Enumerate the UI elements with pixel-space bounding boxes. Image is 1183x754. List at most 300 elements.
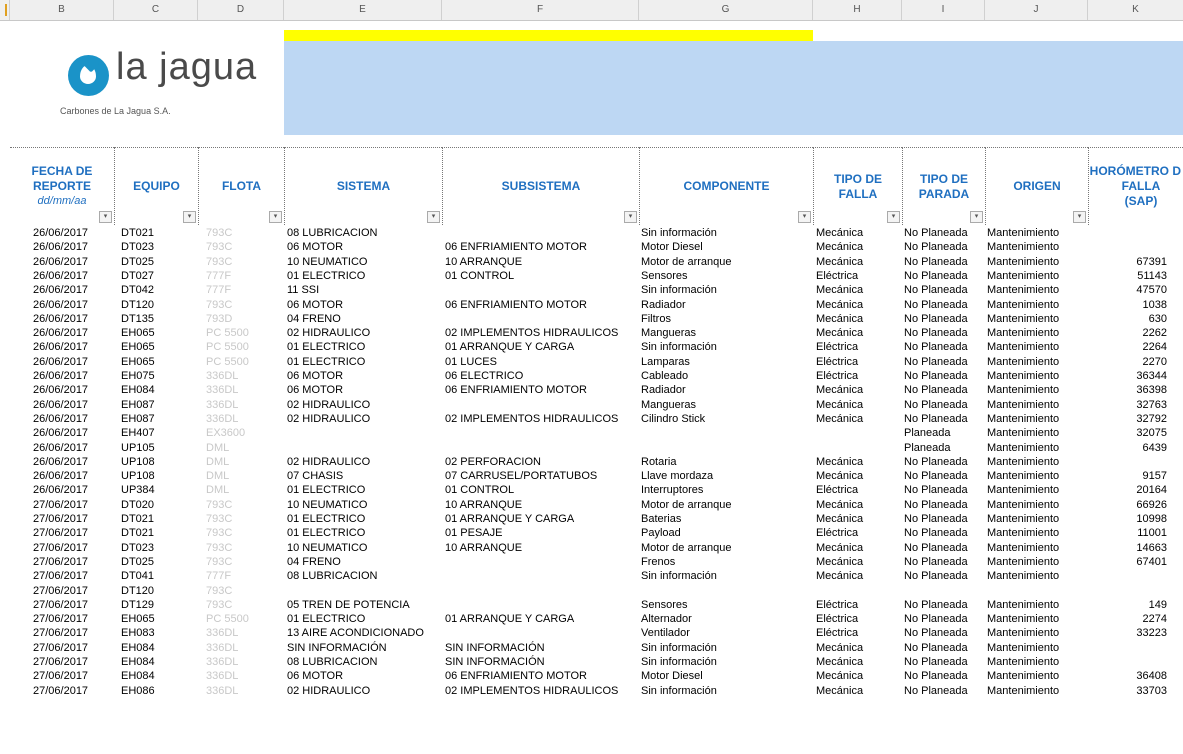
cell-sistema[interactable]: 10 NEUMATICO	[287, 541, 368, 554]
cell-tipo-falla[interactable]: Mecánica	[816, 470, 864, 483]
table-row[interactable]	[0, 426, 1183, 440]
cell-componente[interactable]: Motor Diesel	[641, 670, 703, 683]
cell-subsistema[interactable]: 06 ENFRIAMIENTO MOTOR	[445, 670, 588, 683]
cell-sistema[interactable]: 08 LUBRICACION	[287, 656, 378, 668]
cell-fecha[interactable]: 26/06/2017	[33, 341, 89, 354]
cell-subsistema[interactable]: 02 IMPLEMENTOS HIDRAULICOS	[445, 327, 619, 340]
cell-componente[interactable]: Llave mordaza	[641, 470, 714, 483]
table-row[interactable]	[0, 598, 1183, 612]
cell-componente[interactable]: Sin información	[641, 341, 717, 354]
cell-tipo-falla[interactable]: Eléctrica	[816, 269, 859, 282]
cell-origen[interactable]: Mantenimiento	[987, 613, 1060, 626]
cell-tipo-falla[interactable]: Mecánica	[816, 670, 864, 683]
cell-tipo-falla[interactable]: Mecánica	[816, 541, 864, 554]
cell-fecha[interactable]: 27/06/2017	[33, 656, 89, 668]
table-row[interactable]	[0, 398, 1183, 412]
cell-componente[interactable]: Radiador	[641, 298, 686, 311]
cell-fecha[interactable]: 26/06/2017	[33, 312, 89, 325]
cell-horometro[interactable]: 67391	[1136, 255, 1167, 268]
cell-fecha[interactable]: 26/06/2017	[33, 412, 89, 425]
cell-subsistema[interactable]: 01 ARRANQUE Y CARGA	[445, 341, 575, 354]
cell-equipo[interactable]: DT021	[121, 227, 155, 239]
cell-flota[interactable]: 793C	[206, 255, 233, 268]
cell-sistema[interactable]: 01 ELECTRICO	[287, 613, 366, 626]
column-letter-h[interactable]: H	[813, 0, 902, 20]
cell-sistema[interactable]: 01 ELECTRICO	[287, 341, 366, 354]
cell-sistema[interactable]: 10 NEUMATICO	[287, 255, 368, 268]
cell-componente[interactable]: Rotaria	[641, 455, 677, 468]
cell-origen[interactable]: Mantenimiento	[987, 670, 1060, 683]
cell-equipo[interactable]: DT027	[121, 269, 155, 282]
cell-fecha[interactable]: 27/06/2017	[33, 613, 89, 626]
table-row[interactable]	[0, 340, 1183, 354]
cell-flota[interactable]: DML	[206, 470, 230, 483]
cell-fecha[interactable]: 26/06/2017	[33, 284, 89, 297]
cell-componente[interactable]: Ventilador	[641, 627, 690, 640]
cell-flota[interactable]: 336DL	[206, 412, 239, 425]
cell-equipo[interactable]: EH084	[121, 670, 155, 683]
cell-horometro[interactable]: 32792	[1136, 412, 1167, 425]
cell-origen[interactable]: Mantenimiento	[987, 656, 1060, 668]
cell-flota[interactable]: 336DL	[206, 370, 239, 382]
cell-fecha[interactable]: 26/06/2017	[33, 470, 89, 483]
cell-tipo-falla[interactable]: Mecánica	[816, 555, 864, 568]
header-origen[interactable]	[985, 147, 1088, 225]
cell-horometro[interactable]: 36398	[1136, 384, 1167, 397]
cell-tipo-falla[interactable]: Eléctrica	[816, 355, 859, 368]
cell-tipo-falla[interactable]: Eléctrica	[816, 613, 859, 626]
cell-componente[interactable]: Filtros	[641, 312, 671, 325]
cell-tipo-parada[interactable]: No Planeada	[904, 484, 968, 497]
table-row[interactable]	[0, 269, 1183, 283]
cell-equipo[interactable]: DT120	[121, 584, 155, 597]
cell-tipo-falla[interactable]: Mecánica	[816, 384, 864, 397]
column-letter-f[interactable]: F	[442, 0, 639, 20]
filter-dropdown-icon[interactable]: ▾	[183, 211, 196, 223]
cell-subsistema[interactable]: 02 IMPLEMENTOS HIDRAULICOS	[445, 684, 619, 697]
cell-origen[interactable]: Mantenimiento	[987, 598, 1060, 611]
cell-tipo-falla[interactable]: Mecánica	[816, 398, 864, 411]
table-row[interactable]	[0, 255, 1183, 269]
cell-origen[interactable]: Mantenimiento	[987, 527, 1060, 540]
cell-equipo[interactable]: EH075	[121, 370, 155, 382]
cell-sistema[interactable]: 07 CHASIS	[287, 470, 344, 483]
cell-sistema[interactable]: SIN INFORMACIÓN	[287, 641, 387, 654]
cell-subsistema[interactable]: 10 ARRANQUE	[445, 255, 523, 268]
table-row[interactable]	[0, 526, 1183, 540]
cell-flota[interactable]: 793C	[206, 555, 233, 568]
cell-origen[interactable]: Mantenimiento	[987, 227, 1060, 239]
cell-horometro[interactable]: 2262	[1142, 327, 1167, 340]
cell-subsistema[interactable]: 06 ENFRIAMIENTO MOTOR	[445, 384, 588, 397]
cell-flota[interactable]: 793C	[206, 541, 233, 554]
cell-tipo-parada[interactable]: No Planeada	[904, 255, 968, 268]
cell-origen[interactable]: Mantenimiento	[987, 327, 1060, 340]
cell-tipo-falla[interactable]: Mecánica	[816, 513, 864, 525]
cell-equipo[interactable]: EH065	[121, 355, 155, 368]
cell-flota[interactable]: 793C	[206, 227, 233, 239]
cell-subsistema[interactable]: 01 ARRANQUE Y CARGA	[445, 613, 575, 626]
cell-equipo[interactable]: EH086	[121, 684, 155, 697]
cell-flota[interactable]: 777F	[206, 570, 232, 583]
cell-tipo-parada[interactable]: No Planeada	[904, 412, 968, 425]
cell-fecha[interactable]: 27/06/2017	[33, 555, 89, 568]
cell-origen[interactable]: Mantenimiento	[987, 555, 1060, 568]
cell-sistema[interactable]: 01 ELECTRICO	[287, 484, 366, 497]
cell-componente[interactable]: Motor Diesel	[641, 241, 703, 254]
cell-horometro[interactable]: 33223	[1136, 627, 1167, 640]
cell-origen[interactable]: Mantenimiento	[987, 684, 1060, 697]
cell-flota[interactable]: 336DL	[206, 670, 239, 683]
cell-flota[interactable]: 793C	[206, 498, 233, 511]
cell-tipo-parada[interactable]: No Planeada	[904, 513, 968, 525]
cell-horometro[interactable]: 149	[1148, 598, 1167, 611]
cell-equipo[interactable]: EH084	[121, 656, 155, 668]
cell-flota[interactable]: 336DL	[206, 384, 239, 397]
cell-flota[interactable]: DML	[206, 441, 230, 454]
cell-tipo-falla[interactable]: Mecánica	[816, 570, 864, 583]
cell-equipo[interactable]: UP105	[121, 441, 155, 454]
cell-flota[interactable]: 336DL	[206, 627, 239, 640]
cell-sistema[interactable]: 06 MOTOR	[287, 298, 344, 311]
cell-equipo[interactable]: DT020	[121, 498, 155, 511]
cell-flota[interactable]: 336DL	[206, 398, 239, 411]
cell-equipo[interactable]: DT025	[121, 255, 155, 268]
cell-tipo-falla[interactable]: Mecánica	[816, 227, 864, 239]
table-row[interactable]	[0, 383, 1183, 397]
cell-tipo-falla[interactable]: Mecánica	[816, 284, 864, 297]
cell-equipo[interactable]: DT120	[121, 298, 155, 311]
column-letter-j[interactable]: J	[985, 0, 1088, 20]
column-letter-k[interactable]: K	[1132, 4, 1139, 15]
cell-flota[interactable]: 336DL	[206, 641, 239, 654]
cell-subsistema[interactable]: 06 ENFRIAMIENTO MOTOR	[445, 298, 588, 311]
cell-tipo-parada[interactable]: No Planeada	[904, 498, 968, 511]
cell-horometro[interactable]: 14663	[1136, 541, 1167, 554]
cell-flota[interactable]: 793C	[206, 598, 233, 611]
cell-flota[interactable]: 793C	[206, 513, 233, 525]
table-row[interactable]	[0, 298, 1183, 312]
cell-fecha[interactable]: 27/06/2017	[33, 684, 89, 697]
cell-sistema[interactable]: 04 FRENO	[287, 312, 341, 325]
cell-sistema[interactable]: 01 ELECTRICO	[287, 513, 366, 525]
cell-fecha[interactable]: 27/06/2017	[33, 498, 89, 511]
table-row[interactable]	[0, 240, 1183, 254]
table-row[interactable]	[0, 498, 1183, 512]
filter-dropdown-icon[interactable]: ▾	[887, 211, 900, 223]
cell-componente[interactable]: Sin información	[641, 227, 717, 239]
cell-sistema[interactable]: 05 TREN DE POTENCIA	[287, 598, 410, 611]
table-row[interactable]	[0, 441, 1183, 455]
cell-origen[interactable]: Mantenimiento	[987, 541, 1060, 554]
cell-tipo-falla[interactable]: Mecánica	[816, 641, 864, 654]
cell-tipo-parada[interactable]: No Planeada	[904, 555, 968, 568]
cell-tipo-parada[interactable]: No Planeada	[904, 527, 968, 540]
cell-sistema[interactable]: 02 HIDRAULICO	[287, 684, 371, 697]
cell-origen[interactable]: Mantenimiento	[987, 255, 1060, 268]
table-row[interactable]	[0, 326, 1183, 340]
cell-sistema[interactable]: 08 LUBRICACION	[287, 227, 378, 239]
cell-tipo-falla[interactable]: Eléctrica	[816, 484, 859, 497]
column-letter-i[interactable]: I	[902, 0, 985, 20]
cell-flota[interactable]: PC 5500	[206, 341, 249, 354]
cell-fecha[interactable]: 26/06/2017	[33, 484, 89, 497]
cell-fecha[interactable]: 26/06/2017	[33, 370, 89, 382]
cell-tipo-parada[interactable]: No Planeada	[904, 670, 968, 683]
cell-subsistema[interactable]: 10 ARRANQUE	[445, 541, 523, 554]
cell-subsistema[interactable]: 01 LUCES	[445, 355, 497, 368]
cell-equipo[interactable]: DT021	[121, 513, 155, 525]
cell-tipo-parada[interactable]: No Planeada	[904, 227, 968, 239]
cell-tipo-parada[interactable]: Planeada	[904, 441, 951, 454]
header-tipo-falla[interactable]	[813, 147, 902, 225]
cell-horometro[interactable]: 1038	[1142, 298, 1167, 311]
column-letter-b[interactable]: B	[10, 0, 114, 20]
cell-tipo-parada[interactable]: No Planeada	[904, 684, 968, 697]
cell-sistema[interactable]: 01 ELECTRICO	[287, 527, 366, 540]
header-componente[interactable]	[639, 147, 813, 225]
cell-equipo[interactable]: EH087	[121, 398, 155, 411]
cell-componente[interactable]: Frenos	[641, 555, 676, 568]
cell-origen[interactable]: Mantenimiento	[987, 484, 1060, 497]
cell-origen[interactable]: Mantenimiento	[987, 269, 1060, 282]
cell-equipo[interactable]: EH407	[121, 427, 155, 440]
cell-origen[interactable]: Mantenimiento	[987, 370, 1060, 382]
header-tipo-parada[interactable]	[902, 147, 985, 225]
cell-subsistema[interactable]: 01 CONTROL	[445, 269, 515, 282]
cell-tipo-parada[interactable]: No Planeada	[904, 384, 968, 397]
cell-equipo[interactable]: EH065	[121, 613, 155, 626]
cell-flota[interactable]: 336DL	[206, 656, 239, 668]
cell-sistema[interactable]: 02 HIDRAULICO	[287, 412, 371, 425]
cell-origen[interactable]: Mantenimiento	[987, 312, 1060, 325]
cell-sistema[interactable]: 01 ELECTRICO	[287, 269, 366, 282]
cell-sistema[interactable]: 06 MOTOR	[287, 370, 344, 382]
table-row[interactable]	[0, 612, 1183, 626]
table-row[interactable]	[0, 584, 1183, 598]
cell-subsistema[interactable]: 01 CONTROL	[445, 484, 515, 497]
cell-flota[interactable]: PC 5500	[206, 327, 249, 340]
cell-tipo-parada[interactable]: No Planeada	[904, 269, 968, 282]
cell-origen[interactable]: Mantenimiento	[987, 427, 1060, 440]
cell-tipo-parada[interactable]: No Planeada	[904, 455, 968, 468]
cell-fecha[interactable]: 26/06/2017	[33, 455, 89, 468]
cell-tipo-parada[interactable]: No Planeada	[904, 613, 968, 626]
cell-fecha[interactable]: 26/06/2017	[33, 298, 89, 311]
cell-origen[interactable]: Mantenimiento	[987, 627, 1060, 640]
cell-tipo-parada[interactable]: No Planeada	[904, 598, 968, 611]
column-letter-e[interactable]: E	[284, 0, 442, 20]
table-row[interactable]	[0, 684, 1183, 698]
cell-tipo-parada[interactable]: No Planeada	[904, 298, 968, 311]
cell-horometro[interactable]: 9157	[1142, 470, 1167, 483]
cell-origen[interactable]: Mantenimiento	[987, 455, 1060, 468]
cell-fecha[interactable]: 26/06/2017	[33, 384, 89, 397]
cell-origen[interactable]: Mantenimiento	[987, 441, 1060, 454]
header-fecha[interactable]	[10, 147, 114, 225]
cell-subsistema[interactable]: 06 ELECTRICO	[445, 370, 524, 382]
cell-equipo[interactable]: EH065	[121, 341, 155, 354]
cell-horometro[interactable]: 47570	[1136, 284, 1167, 297]
cell-tipo-parada[interactable]: No Planeada	[904, 627, 968, 640]
cell-subsistema[interactable]: 10 ARRANQUE	[445, 498, 523, 511]
cell-componente[interactable]: Mangueras	[641, 327, 697, 340]
cell-horometro[interactable]: 2264	[1142, 341, 1167, 354]
cell-tipo-parada[interactable]: No Planeada	[904, 327, 968, 340]
cell-origen[interactable]: Mantenimiento	[987, 412, 1060, 425]
cell-equipo[interactable]: UP384	[121, 484, 155, 497]
cell-componente[interactable]: Lamparas	[641, 355, 690, 368]
cell-equipo[interactable]: EH065	[121, 327, 155, 340]
cell-fecha[interactable]: 26/06/2017	[33, 327, 89, 340]
cell-tipo-falla[interactable]: Mecánica	[816, 298, 864, 311]
cell-fecha[interactable]: 26/06/2017	[33, 398, 89, 411]
cell-equipo[interactable]: DT135	[121, 312, 155, 325]
cell-tipo-parada[interactable]: No Planeada	[904, 656, 968, 668]
cell-tipo-parada[interactable]: No Planeada	[904, 355, 968, 368]
header-subsistema[interactable]	[442, 147, 639, 225]
cell-origen[interactable]: Mantenimiento	[987, 470, 1060, 483]
cell-subsistema[interactable]: 06 ENFRIAMIENTO MOTOR	[445, 241, 588, 254]
cell-tipo-falla[interactable]: Mecánica	[816, 684, 864, 697]
cell-equipo[interactable]: DT025	[121, 555, 155, 568]
cell-flota[interactable]: 793D	[206, 312, 233, 325]
cell-fecha[interactable]: 26/06/2017	[33, 427, 89, 440]
filter-dropdown-icon[interactable]: ▾	[427, 211, 440, 223]
cell-tipo-falla[interactable]: Mecánica	[816, 327, 864, 340]
cell-tipo-parada[interactable]: No Planeada	[904, 541, 968, 554]
filter-dropdown-icon[interactable]: ▾	[798, 211, 811, 223]
cell-componente[interactable]: Sin información	[641, 656, 717, 668]
cell-componente[interactable]: Sin información	[641, 570, 717, 583]
cell-fecha[interactable]: 26/06/2017	[33, 255, 89, 268]
cell-componente[interactable]: Motor de arranque	[641, 498, 732, 511]
cell-equipo[interactable]: DT129	[121, 598, 155, 611]
cell-origen[interactable]: Mantenimiento	[987, 298, 1060, 311]
header-flota[interactable]	[198, 147, 284, 225]
cell-componente[interactable]: Payload	[641, 527, 681, 540]
cell-equipo[interactable]: DT023	[121, 241, 155, 254]
cell-tipo-parada[interactable]: No Planeada	[904, 370, 968, 382]
cell-fecha[interactable]: 27/06/2017	[33, 584, 89, 597]
table-row[interactable]	[0, 669, 1183, 683]
cell-tipo-falla[interactable]: Mecánica	[816, 498, 864, 511]
table-row[interactable]	[0, 626, 1183, 640]
cell-subsistema[interactable]: 02 PERFORACION	[445, 455, 541, 468]
header-horometro[interactable]	[1088, 147, 1183, 225]
cell-sistema[interactable]: 06 MOTOR	[287, 670, 344, 683]
cell-tipo-falla[interactable]: Eléctrica	[816, 341, 859, 354]
cell-origen[interactable]: Mantenimiento	[987, 513, 1060, 525]
cell-componente[interactable]: Cilindro Stick	[641, 412, 706, 425]
table-row[interactable]	[0, 455, 1183, 469]
cell-componente[interactable]: Radiador	[641, 384, 686, 397]
table-row[interactable]	[0, 569, 1183, 583]
cell-tipo-falla[interactable]: Eléctrica	[816, 527, 859, 540]
cell-origen[interactable]: Mantenimiento	[987, 641, 1060, 654]
cell-horometro[interactable]: 67401	[1136, 555, 1167, 568]
cell-fecha[interactable]: 27/06/2017	[33, 541, 89, 554]
cell-tipo-falla[interactable]: Eléctrica	[816, 627, 859, 640]
cell-sistema[interactable]: 04 FRENO	[287, 555, 341, 568]
cell-flota[interactable]: EX3600	[206, 427, 246, 440]
table-row[interactable]	[0, 641, 1183, 655]
cell-sistema[interactable]: 02 HIDRAULICO	[287, 455, 371, 468]
cell-horometro[interactable]: 630	[1148, 312, 1167, 325]
cell-sistema[interactable]: 02 HIDRAULICO	[287, 398, 371, 411]
cell-componente[interactable]: Alternador	[641, 613, 692, 626]
cell-flota[interactable]: 777F	[206, 269, 232, 282]
cell-origen[interactable]: Mantenimiento	[987, 398, 1060, 411]
table-row[interactable]	[0, 283, 1183, 297]
cell-origen[interactable]: Mantenimiento	[987, 284, 1060, 297]
table-row[interactable]	[0, 483, 1183, 497]
cell-tipo-falla[interactable]: Mecánica	[816, 312, 864, 325]
filter-dropdown-icon[interactable]: ▾	[1073, 211, 1086, 223]
cell-flota[interactable]: 777F	[206, 284, 232, 297]
cell-fecha[interactable]: 26/06/2017	[33, 241, 89, 254]
cell-tipo-falla[interactable]: Eléctrica	[816, 598, 859, 611]
table-row[interactable]	[0, 226, 1183, 240]
cell-equipo[interactable]: EH084	[121, 384, 155, 397]
cell-subsistema[interactable]: SIN INFORMACIÓN	[445, 641, 545, 654]
cell-componente[interactable]: Baterias	[641, 513, 682, 525]
cell-sistema[interactable]: 02 HIDRAULICO	[287, 327, 371, 340]
column-letter-g[interactable]: G	[639, 0, 813, 20]
cell-origen[interactable]: Mantenimiento	[987, 570, 1060, 583]
cell-flota[interactable]: PC 5500	[206, 355, 249, 368]
cell-equipo[interactable]: UP108	[121, 470, 155, 483]
cell-equipo[interactable]: EH084	[121, 641, 155, 654]
filter-dropdown-icon[interactable]: ▾	[624, 211, 637, 223]
cell-subsistema[interactable]: SIN INFORMACIÓN	[445, 656, 545, 668]
table-row[interactable]	[0, 512, 1183, 526]
filter-dropdown-icon[interactable]: ▾	[269, 211, 282, 223]
cell-flota[interactable]: 336DL	[206, 684, 239, 697]
cell-fecha[interactable]: 26/06/2017	[33, 269, 89, 282]
cell-sistema[interactable]: 10 NEUMATICO	[287, 498, 368, 511]
cell-fecha[interactable]: 26/06/2017	[33, 355, 89, 368]
cell-tipo-parada[interactable]: No Planeada	[904, 241, 968, 254]
cell-flota[interactable]: 793C	[206, 584, 233, 597]
cell-tipo-parada[interactable]: Planeada	[904, 427, 951, 440]
cell-subsistema[interactable]: 02 IMPLEMENTOS HIDRAULICOS	[445, 412, 619, 425]
cell-origen[interactable]: Mantenimiento	[987, 384, 1060, 397]
cell-sistema[interactable]: 13 AIRE ACONDICIONADO	[287, 627, 424, 640]
cell-flota[interactable]: DML	[206, 455, 230, 468]
table-row[interactable]	[0, 312, 1183, 326]
filter-sort-dropdown-icon[interactable]: ▾	[99, 211, 112, 223]
cell-fecha[interactable]: 27/06/2017	[33, 570, 89, 583]
cell-tipo-parada[interactable]: No Planeada	[904, 641, 968, 654]
cell-tipo-falla[interactable]: Mecánica	[816, 412, 864, 425]
cell-sistema[interactable]: 06 MOTOR	[287, 384, 344, 397]
cell-componente[interactable]: Sensores	[641, 269, 688, 282]
cell-equipo[interactable]: DT021	[121, 527, 155, 540]
cell-sistema[interactable]: 01 ELECTRICO	[287, 355, 366, 368]
cell-equipo[interactable]: DT023	[121, 541, 155, 554]
header-sistema[interactable]	[284, 147, 442, 225]
cell-subsistema[interactable]: 07 CARRUSEL/PORTATUBOS	[445, 470, 598, 483]
cell-equipo[interactable]: EH087	[121, 412, 155, 425]
table-row[interactable]	[0, 355, 1183, 369]
table-row[interactable]	[0, 369, 1183, 383]
cell-flota[interactable]: 793C	[206, 241, 233, 254]
cell-fecha[interactable]: 26/06/2017	[33, 441, 89, 454]
cell-sistema[interactable]: 11 SSI	[287, 284, 320, 297]
cell-sistema[interactable]: 08 LUBRICACION	[287, 570, 378, 583]
cell-origen[interactable]: Mantenimiento	[987, 341, 1060, 354]
